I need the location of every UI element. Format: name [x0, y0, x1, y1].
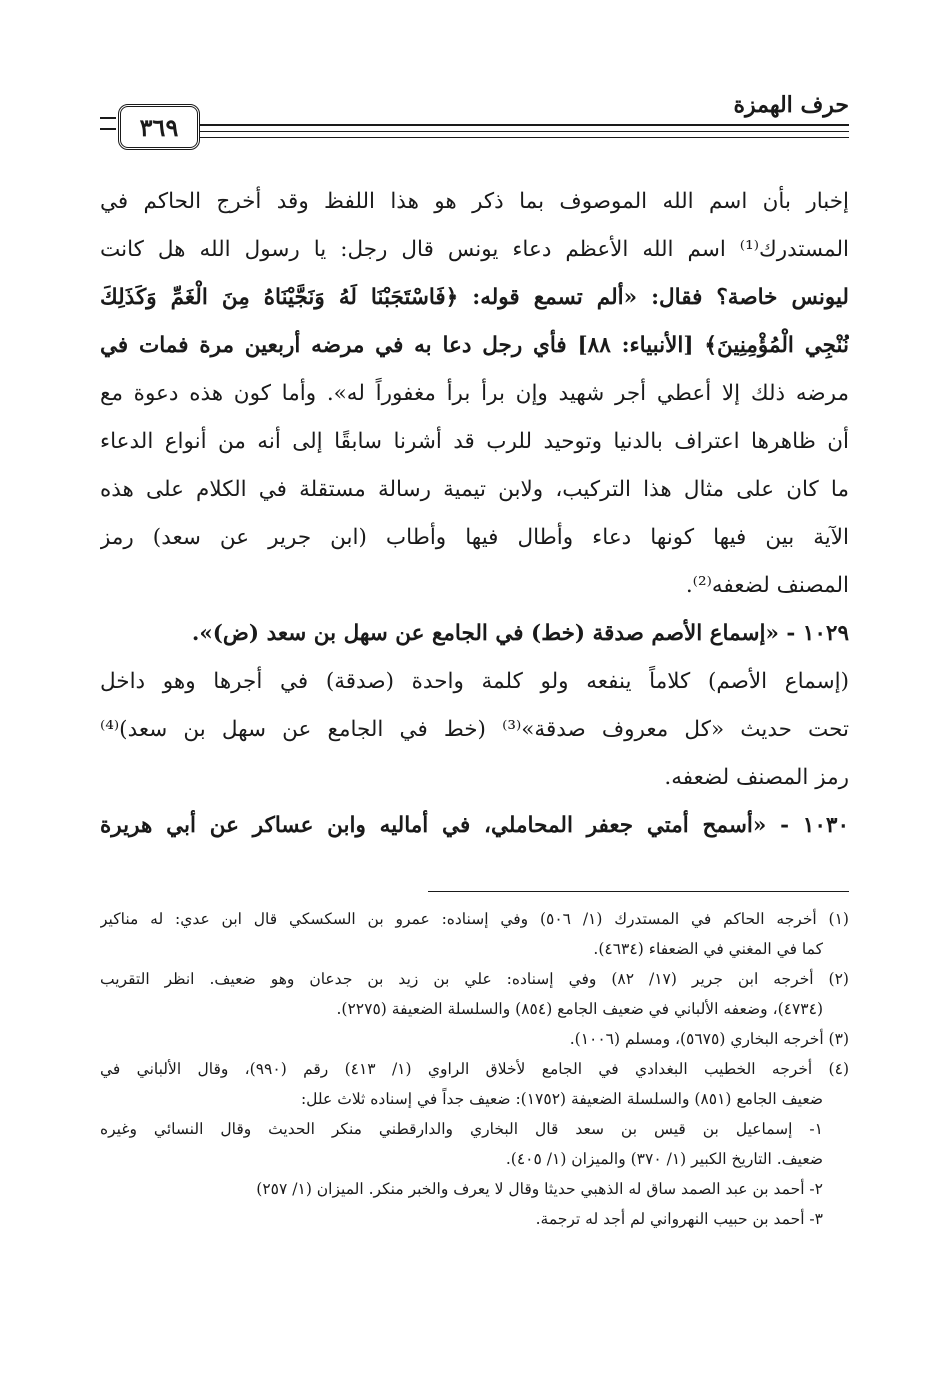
- text-line: المستدرك⁽¹⁾ اسم الله الأعظم دعاء يونس قال رجل: يا رسول الله هل كانت: [100, 237, 849, 262]
- header-rule: [200, 137, 849, 138]
- text-line: ما كان على مثال هذا التركيب، ولابن تيمية رسالة مستقلة في الكلام على هذه: [100, 477, 849, 502]
- text-line: أن ظاهرها اعتراف بالدنيا وتوحيد للرب قد أشرنا سابقًا إلى أنه من أنواع الدعاء: [100, 429, 849, 454]
- footnote-line: (١) أخرجه الحاكم في المستدرك (١/ ٥٠٦) وفي إسناده: عمرو بن السكسكي قال ابن عدي: له مناكير: [100, 910, 849, 928]
- header-rule: [200, 131, 849, 132]
- footnote-line: (٢) أخرجه ابن جرير (١٧/ ٨٢) وفي إسناده: علي بن زيد بن جدعان وهو ضعيف. انظر التقريب: [100, 970, 849, 988]
- text-line: مرضه ذلك إلا أعطي أجر شهيد وإن برأ برأ مغفوراً له». وأما كون هذه دعوة مع: [100, 381, 849, 406]
- chapter-title: حرف الهمزة: [733, 92, 849, 118]
- footnote-line: ٣- أحمد بن حبيب النهرواني لم أجد له ترجمة.: [535, 1210, 823, 1228]
- text-line: (إسماع الأصم) كلاماً ينفعه ولو كلمة واحدة (صدقة) في أجرها وهو داخل: [100, 669, 849, 694]
- main-text: [100, 178, 849, 850]
- text-line: تحت حديث «كل معروف صدقة»⁽³⁾ (خط في الجامع عن سهل بن سعد)⁽⁴⁾: [100, 717, 849, 742]
- footnote-line: (٤٧٣٤)، وضعفه الألباني في ضعيف الجامع (٨٥٤) والسلسلة الضعيفة (٢٢٧٥).: [336, 1000, 823, 1018]
- footnote-line: (٤) أخرجه الخطيب البغدادي في الجامع لأخلاق الراوي (١/ ٤١٣) رقم (٩٩٠)، وقال الألباني في: [100, 1060, 849, 1078]
- footnote-line: ضعيف. التاريخ الكبير (١/ ٣٧٠) والميزان (١/ ٤٠٥).: [505, 1150, 823, 1168]
- footnote-line: ٢- أحمد بن عبد الصمد ساق له الذهبي حديثا وقال لا يعرف والخبر منكر. الميزان (١/ ٢٥٧): [256, 1180, 823, 1198]
- footnote-line: ١- إسماعيل بن قيس بن سعد قال البخاري والدارقطني منكر الحديث وقال النسائي وغيره: [100, 1120, 823, 1138]
- hadith-heading: ١٠٢٩ - «إسماع الأصم صدقة (خط) في الجامع عن سهل بن سعد (ض)».: [191, 621, 849, 646]
- hadith-heading: ١٠٣٠ - «أسمح أمتي جعفر المحاملي، في أماليه وابن عساكر عن أبي هريرة: [100, 813, 849, 838]
- footnote-line: كما في المغني في الضعفاء (٤٦٣٤).: [593, 940, 823, 958]
- page-number-frame: [118, 104, 200, 150]
- footnote-line: (٣) أخرجه البخاري (٥٦٧٥)، ومسلم (١٠٠٦).: [569, 1030, 849, 1048]
- footnote-separator: [428, 891, 849, 892]
- text-line: رمز المصنف لضعفه.: [664, 765, 849, 790]
- text-line: إخبار بأن اسم الله الموصوف بما ذكر هو هذا اللفظ وقد أخرج الحاكم في: [100, 189, 849, 214]
- footnote-line: ضعيف الجامع (٨٥١) والسلسلة الضعيفة (١٧٥٢): ضعيف جداً في إسناده ثلاث علل:: [300, 1090, 823, 1108]
- text-line: ليونس خاصة؟ فقال: «ألم تسمع قوله: ﴿فَاسْتَجَبْنَا لَهُ وَنَجَّيْنَاهُ مِنَ الْغَمِّ وَكَذَلِكَ: [100, 285, 849, 310]
- footnotes: [100, 904, 849, 1234]
- header-rule: [200, 124, 849, 126]
- text-line: الآية بين فيها كونها دعاء وأطال فيها وأطاب (ابن جرير عن سعد) رمز: [100, 525, 849, 550]
- page-number-ornament: [100, 117, 116, 130]
- page-number: ٣٦٩: [139, 112, 179, 142]
- text-line: المصنف لضعفه⁽²⁾.: [685, 573, 849, 598]
- text-line: نُنْجِي الْمُؤْمِنِينَ﴾ [الأنبياء: ٨٨] فأي رجل دعا به في مرضه أربعين مرة فمات في: [100, 333, 849, 358]
